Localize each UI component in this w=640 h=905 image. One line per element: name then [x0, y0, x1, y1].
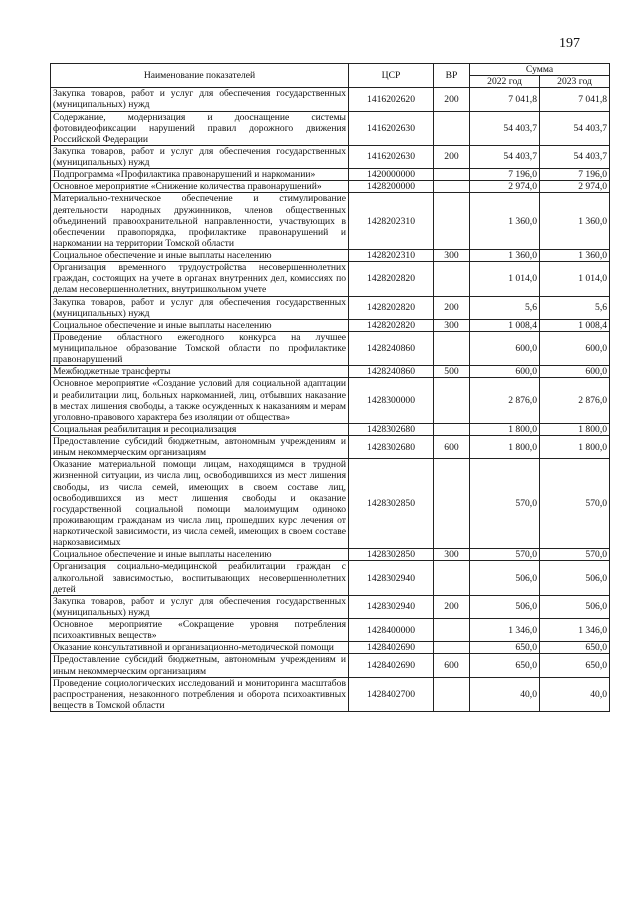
row-name: Социальное обеспечение и иные выплаты населению: [51, 319, 349, 331]
row-vr: [434, 642, 470, 654]
row-csr: 1428202310: [349, 193, 434, 250]
row-vr: 600: [434, 436, 470, 459]
header-vr: ВР: [434, 64, 470, 88]
table-row: [51, 250, 610, 262]
row-sum-2023: 40,0: [540, 677, 610, 711]
row-sum-2022: 600,0: [470, 366, 540, 378]
table-row: [51, 549, 610, 561]
row-name: Организация социально-медицинской реабилитации граждан с алкогольной зависимостью, воспитывающих несовершеннолетних детей: [51, 561, 349, 595]
row-csr: 1420000000: [349, 169, 434, 181]
row-csr: 1428302940: [349, 595, 434, 618]
row-csr: 1428302680: [349, 423, 434, 435]
row-name: Оказание материальной помощи лицам, находящимся в трудной жизненной ситуации, из числа лиц, освободившихся из мест лишения свободы, из числа семей, имеющих в своем составе лиц, освободившихся из мест лишения свободы и оказание государственной социальной помощи малоимущим одиноко проживающим гражданам из числа лиц, прошедших курс лечения от наркотической зависимости, из числа семей, имеющих в своем составе наркозависимых: [51, 459, 349, 549]
table-row: [51, 561, 610, 595]
row-csr: 1416202620: [349, 88, 434, 111]
table-row: [51, 331, 610, 365]
row-csr: 1428400000: [349, 619, 434, 642]
row-vr: 200: [434, 145, 470, 168]
row-sum-2023: 506,0: [540, 595, 610, 618]
row-name: Содержание, модернизация и дооснащение системы фотовидеофиксации нарушений правил дорожного движения Российской Федерации: [51, 111, 349, 145]
table-row: [51, 619, 610, 642]
table-row: [51, 145, 610, 168]
row-sum-2022: 506,0: [470, 561, 540, 595]
table-row: [51, 88, 610, 111]
row-sum-2022: 570,0: [470, 459, 540, 549]
row-name: Закупка товаров, работ и услуг для обеспечения государственных (муниципальных) нужд: [51, 88, 349, 111]
row-sum-2023: 570,0: [540, 459, 610, 549]
row-name: Межбюджетные трансферты: [51, 366, 349, 378]
table-row: [51, 366, 610, 378]
row-vr: 300: [434, 250, 470, 262]
table-row: [51, 423, 610, 435]
row-sum-2023: 650,0: [540, 654, 610, 677]
table-row: [51, 642, 610, 654]
table-row: [51, 378, 610, 424]
row-name: Организация временного трудоустройства несовершеннолетних граждан, состоящих на учете в органах внутренних дел, комиссиях по делам несовершеннолетних, внутришкольном учете: [51, 262, 349, 296]
header-sum: Сумма: [470, 64, 610, 76]
row-sum-2023: 1 800,0: [540, 436, 610, 459]
row-vr: [434, 677, 470, 711]
row-sum-2023: 570,0: [540, 549, 610, 561]
row-sum-2022: 1 800,0: [470, 436, 540, 459]
row-sum-2022: 1 346,0: [470, 619, 540, 642]
row-name: Оказание консультативной и организационно-методической помощи: [51, 642, 349, 654]
row-sum-2022: 5,6: [470, 296, 540, 319]
row-csr: 1428240860: [349, 331, 434, 365]
row-sum-2023: 54 403,7: [540, 145, 610, 168]
row-sum-2022: 650,0: [470, 642, 540, 654]
row-sum-2022: 650,0: [470, 654, 540, 677]
table-row: [51, 319, 610, 331]
row-sum-2023: 506,0: [540, 561, 610, 595]
row-csr: 1416202630: [349, 111, 434, 145]
table-row: [51, 262, 610, 296]
row-name: Материально-техническое обеспечение и стимулирование деятельности народных дружинников, членов общественных объединений правоохранительной направленности, участвующих в обеспечении правопорядка, профилактике правонарушений и наркомании на территории Томской области: [51, 193, 349, 250]
row-name: Закупка товаров, работ и услуг для обеспечения государственных (муниципальных) нужд: [51, 296, 349, 319]
row-vr: 300: [434, 319, 470, 331]
row-vr: [434, 561, 470, 595]
row-sum-2023: 1 014,0: [540, 262, 610, 296]
header-year-2023: 2023 год: [540, 76, 610, 88]
table-row: [51, 595, 610, 618]
row-name: Социальное обеспечение и иные выплаты населению: [51, 250, 349, 262]
row-sum-2022: 1 014,0: [470, 262, 540, 296]
row-name: Социальное обеспечение и иные выплаты населению: [51, 549, 349, 561]
row-sum-2022: 40,0: [470, 677, 540, 711]
row-sum-2022: 7 041,8: [470, 88, 540, 111]
header-csr: ЦСР: [349, 64, 434, 88]
table-row: [51, 436, 610, 459]
row-vr: [434, 169, 470, 181]
row-vr: [434, 331, 470, 365]
header-year-2022: 2022 год: [470, 76, 540, 88]
budget-table: [50, 63, 610, 712]
row-name: Социальная реабилитация и ресоциализация: [51, 423, 349, 435]
row-csr: 1428202820: [349, 296, 434, 319]
row-sum-2023: 650,0: [540, 642, 610, 654]
row-csr: 1428202820: [349, 319, 434, 331]
row-name: Основное мероприятие «Снижение количества правонарушений»: [51, 181, 349, 193]
row-csr: 1428402690: [349, 642, 434, 654]
table-row: [51, 111, 610, 145]
row-sum-2023: 2 974,0: [540, 181, 610, 193]
row-csr: 1428302850: [349, 459, 434, 549]
table-row: [51, 296, 610, 319]
table-row: [51, 654, 610, 677]
row-sum-2023: 1 800,0: [540, 423, 610, 435]
row-csr: 1428202310: [349, 250, 434, 262]
row-sum-2022: 1 008,4: [470, 319, 540, 331]
row-sum-2022: 570,0: [470, 549, 540, 561]
row-name: Закупка товаров, работ и услуг для обеспечения государственных (муниципальных) нужд: [51, 145, 349, 168]
row-name: Основное мероприятие «Создание условий для социальной адаптации и реабилитации лиц, больных наркоманией, лиц, отбывших наказание в местах лишения свободы, а также осужденных к наказаниям и мерам уголовно-правового характера без изоляции от общества»: [51, 378, 349, 424]
row-sum-2023: 1 360,0: [540, 250, 610, 262]
row-csr: 1428202820: [349, 262, 434, 296]
row-vr: [434, 262, 470, 296]
row-sum-2022: 506,0: [470, 595, 540, 618]
row-sum-2023: 7 196,0: [540, 169, 610, 181]
table-row: [51, 459, 610, 549]
row-vr: [434, 378, 470, 424]
row-sum-2023: 1 360,0: [540, 193, 610, 250]
row-csr: 1428240860: [349, 366, 434, 378]
row-sum-2022: 2 876,0: [470, 378, 540, 424]
row-sum-2022: 54 403,7: [470, 111, 540, 145]
row-sum-2023: 5,6: [540, 296, 610, 319]
row-name: Закупка товаров, работ и услуг для обеспечения государственных (муниципальных) нужд: [51, 595, 349, 618]
row-csr: 1428302850: [349, 549, 434, 561]
row-name: Основное мероприятие «Сокращение уровня потребления психоактивных веществ»: [51, 619, 349, 642]
row-name: Проведение социологических исследований и мониторинга масштабов распространения, незаконного потребления и оборота психоактивных веществ в Томской области: [51, 677, 349, 711]
page-number: 197: [559, 36, 580, 51]
row-name: Предоставление субсидий бюджетным, автономным учреждениям и иным некоммерческим организациям: [51, 436, 349, 459]
table-row: [51, 169, 610, 181]
row-sum-2022: 54 403,7: [470, 145, 540, 168]
row-vr: 600: [434, 654, 470, 677]
row-vr: [434, 459, 470, 549]
row-sum-2022: 1 360,0: [470, 250, 540, 262]
row-vr: 200: [434, 595, 470, 618]
row-name: Подпрограмма «Профилактика правонарушений и наркомании»: [51, 169, 349, 181]
row-vr: [434, 193, 470, 250]
row-sum-2023: 1 008,4: [540, 319, 610, 331]
row-sum-2023: 54 403,7: [540, 111, 610, 145]
row-csr: 1428300000: [349, 378, 434, 424]
row-vr: 200: [434, 88, 470, 111]
row-vr: [434, 181, 470, 193]
row-name: Проведение областного ежегодного конкурса на лучшее муниципальное образование Томской области по профилактике правонарушений: [51, 331, 349, 365]
row-vr: [434, 423, 470, 435]
table-row: [51, 181, 610, 193]
row-sum-2023: 600,0: [540, 366, 610, 378]
row-name: Предоставление субсидий бюджетным, автономным учреждениям и иным некоммерческим организациям: [51, 654, 349, 677]
row-vr: [434, 111, 470, 145]
row-vr: [434, 619, 470, 642]
row-sum-2022: 2 974,0: [470, 181, 540, 193]
row-csr: 1428402690: [349, 654, 434, 677]
header-name: Наименование показателей: [51, 64, 349, 88]
row-sum-2022: 7 196,0: [470, 169, 540, 181]
row-sum-2022: 1 360,0: [470, 193, 540, 250]
table-row: [51, 193, 610, 250]
row-csr: 1428402700: [349, 677, 434, 711]
row-csr: 1428200000: [349, 181, 434, 193]
row-sum-2022: 600,0: [470, 331, 540, 365]
row-sum-2023: 600,0: [540, 331, 610, 365]
row-csr: 1428302940: [349, 561, 434, 595]
table-body: [51, 88, 610, 712]
row-vr: 300: [434, 549, 470, 561]
row-sum-2023: 2 876,0: [540, 378, 610, 424]
row-sum-2022: 1 800,0: [470, 423, 540, 435]
row-sum-2023: 7 041,8: [540, 88, 610, 111]
row-csr: 1428302680: [349, 436, 434, 459]
row-vr: 500: [434, 366, 470, 378]
row-vr: 200: [434, 296, 470, 319]
table-row: [51, 677, 610, 711]
row-csr: 1416202630: [349, 145, 434, 168]
row-sum-2023: 1 346,0: [540, 619, 610, 642]
